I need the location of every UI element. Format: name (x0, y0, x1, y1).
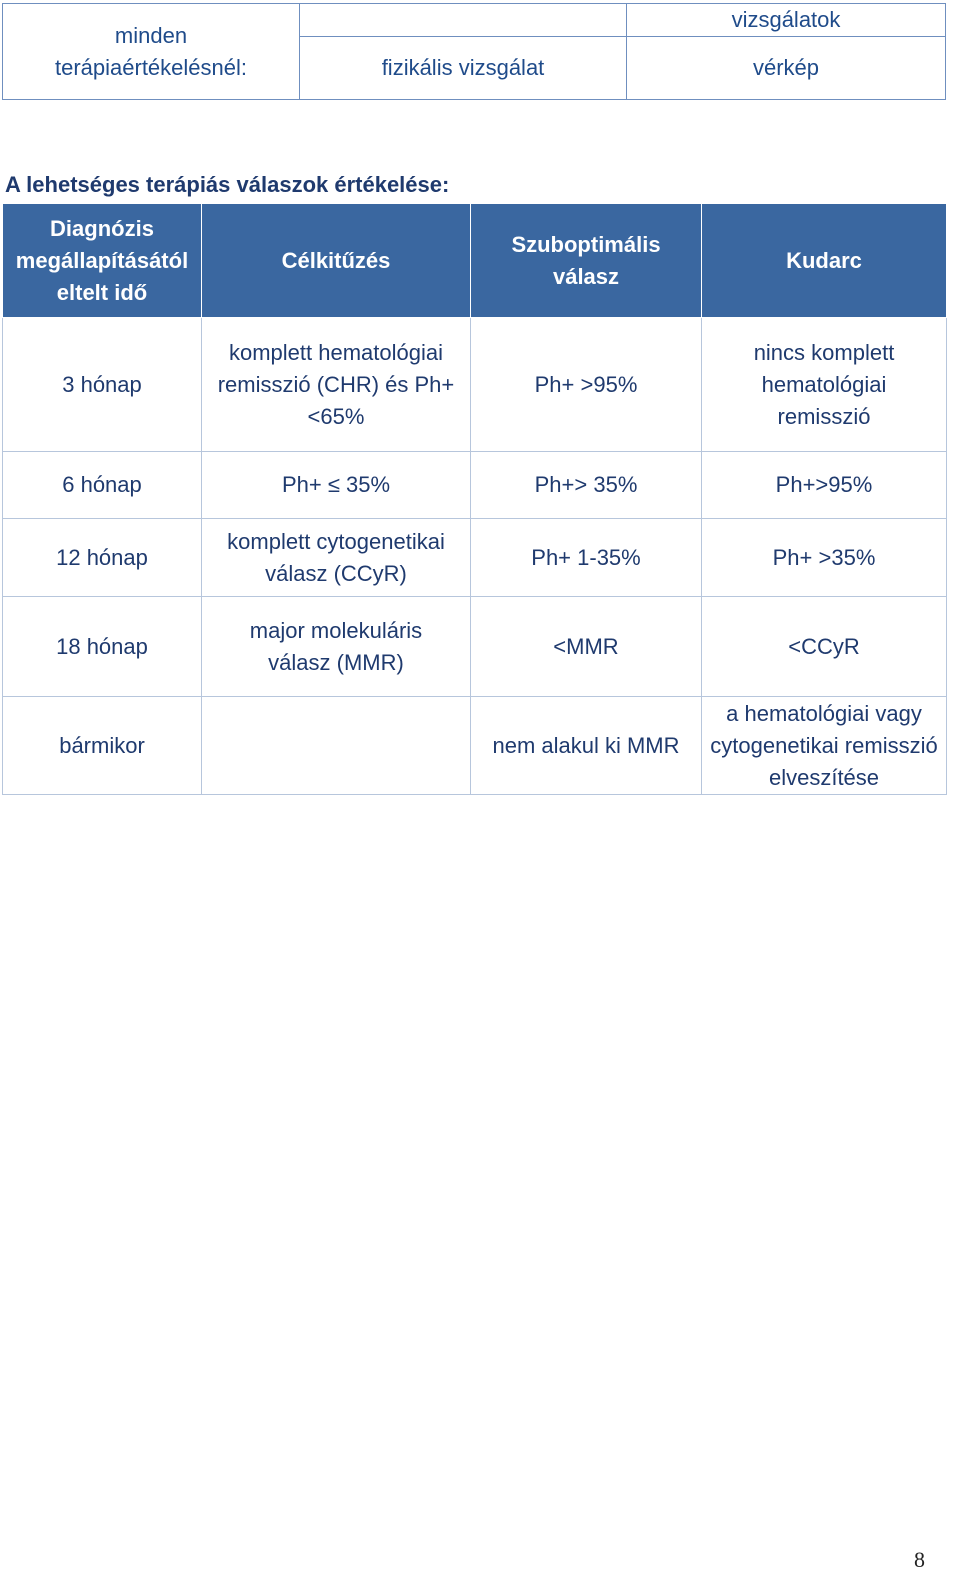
table-header-row (3, 204, 947, 318)
cell-goal: major molekuláris válasz (MMR) (202, 597, 471, 697)
cell-time: 18 hónap (3, 597, 202, 697)
monitoring-label-cell (3, 4, 300, 100)
table-row (3, 597, 947, 697)
monitoring-empty-cell (300, 4, 627, 37)
cell-goal: komplett cytogenetikai válasz (CCyR) (202, 519, 471, 597)
monitoring-physical-exam-cell: fizikális vizsgálat (300, 37, 627, 100)
monitoring-header-cell: vizsgálatok (627, 4, 946, 37)
header-time-since-diagnosis: Diagnózis megállapításától eltelt idő (3, 204, 202, 318)
response-evaluation-table (2, 203, 947, 795)
cell-failure: Ph+ >35% (702, 519, 947, 597)
section-title: A lehetséges terápiás válaszok értékelése: (5, 172, 450, 197)
cell-goal (202, 697, 471, 795)
cell-failure: Ph+>95% (702, 452, 947, 519)
monitoring-label: minden terápiaértékelésnél: (54, 22, 247, 80)
cell-time: bármikor (3, 697, 202, 795)
cell-suboptimal: Ph+ 1-35% (471, 519, 702, 597)
cell-suboptimal: nem alakul ki MMR (471, 697, 702, 795)
monitoring-blood-count-cell: vérkép (627, 37, 946, 100)
table-row (3, 318, 947, 452)
cell-goal: Ph+ ≤ 35% (202, 452, 471, 519)
table-row (3, 697, 947, 795)
header-failure: Kudarc (702, 204, 947, 318)
cell-failure: a hematológiai vagy cytogenetikai remisszió elveszítése (702, 697, 947, 795)
table-row (3, 452, 947, 519)
page-number: 8 (914, 1547, 925, 1572)
cell-failure: nincs komplett hematológiai remisszió (702, 318, 947, 452)
header-suboptimal-response: Szuboptimális válasz (471, 204, 702, 318)
cell-suboptimal: <MMR (471, 597, 702, 697)
cell-suboptimal: Ph+> 35% (471, 452, 702, 519)
table-row (3, 519, 947, 597)
cell-time: 3 hónap (3, 318, 202, 452)
cell-time: 6 hónap (3, 452, 202, 519)
cell-failure: <CCyR (702, 597, 947, 697)
cell-time: 12 hónap (3, 519, 202, 597)
header-goal: Célkitűzés (202, 204, 471, 318)
cell-goal: komplett hematológiai remisszió (CHR) és Ph+<65% (202, 318, 471, 452)
cell-suboptimal: Ph+ >95% (471, 318, 702, 452)
monitoring-table (2, 3, 946, 100)
